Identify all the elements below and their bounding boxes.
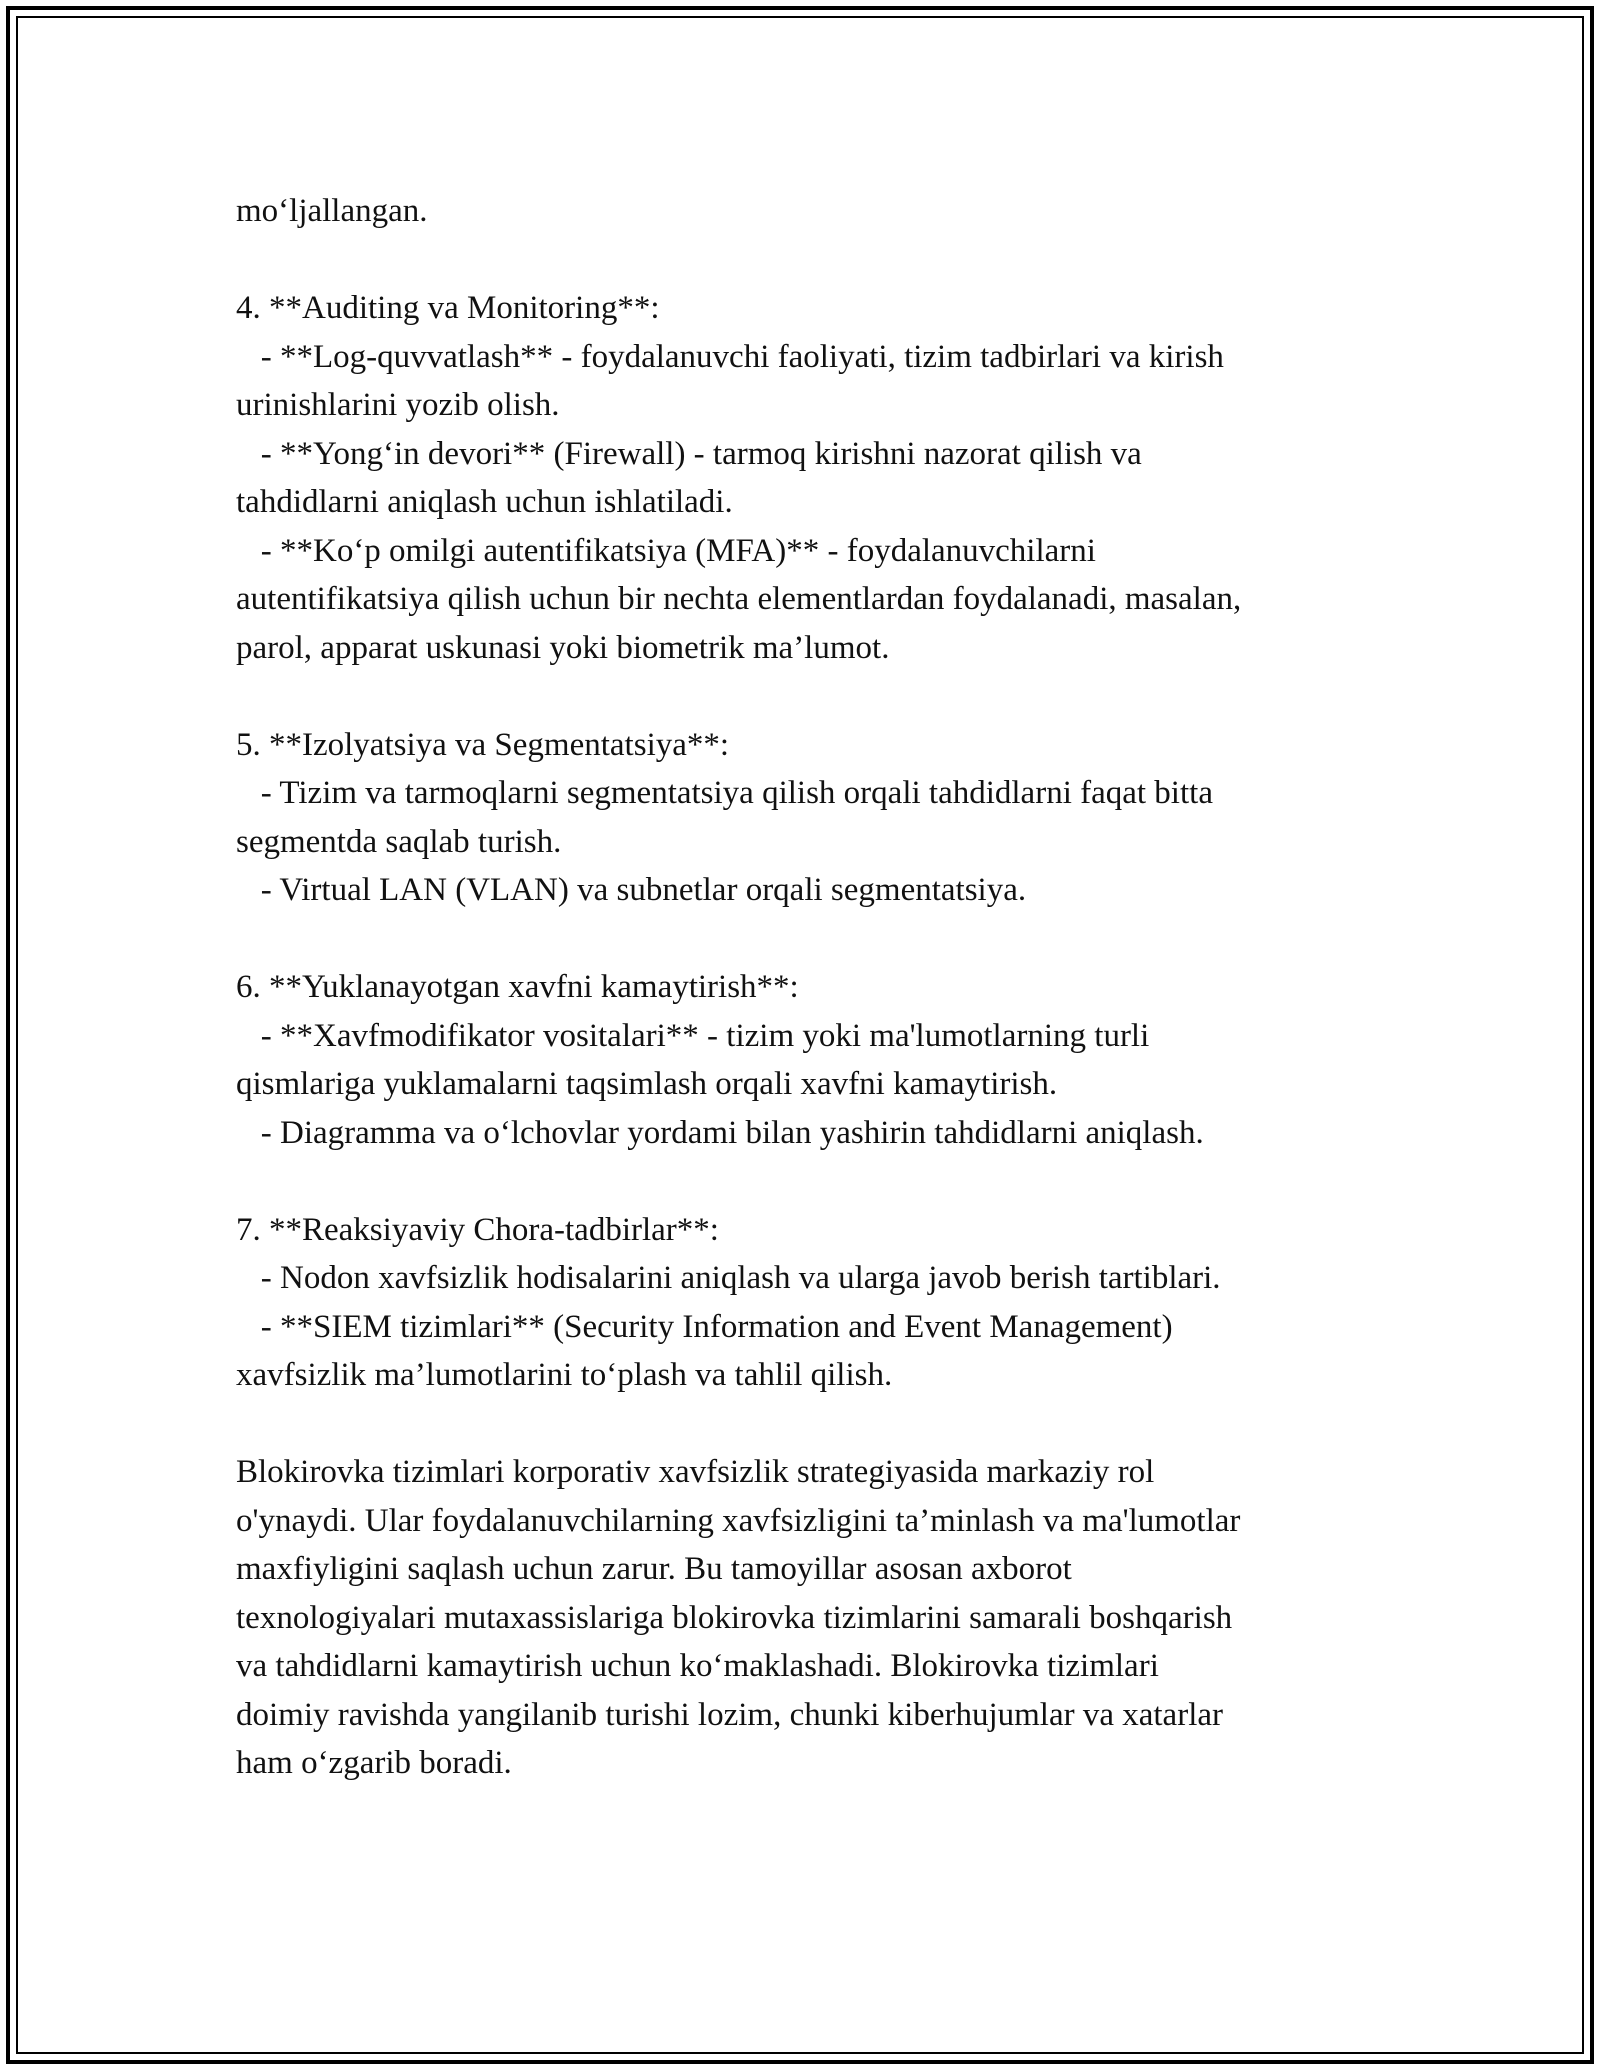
section-heading-7: 7. **Reaksiyaviy Chora-tadbirlar**: [236,1211,719,1248]
text-line: xavfsizlik ma’lumotlarini to‘plash va tahlil qilish. [236,1357,893,1393]
text-line: segmentda saqlab turish. [236,823,562,860]
section-heading-6: 6. **Yuklanayotgan xavfni kamaytirish**: [236,969,799,1005]
blank-line [236,672,1376,721]
text-line: - **Yong‘in devori** (Firewall) - tarmoq kirishni nazorat qilish va [236,435,1142,472]
document-body [236,187,1376,1788]
text-line: - Virtual LAN (VLAN) va subnetlar orqali segmentatsiya. [236,872,1027,908]
text-line: parol, apparat uskunasi yoki biometrik ma’lumot. [236,629,890,666]
text-line: urinishlarini yozib olish. [236,387,560,423]
conclusion-line: texnologiyalari mutaxassislariga blokirovka tizimlarini samarali boshqarish [236,1599,1233,1636]
section-heading-4: 4. **Auditing va Monitoring**: [236,290,660,326]
conclusion-line: maxfiyligini saqlash uchun zarur. Bu tamoyillar asosan axborot [236,1551,1072,1587]
conclusion-line: doimiy ravishda yangilanib turishi lozim, chunki kiberhujumlar va xatarlar [236,1696,1224,1733]
text-line: autentifikatsiya qilish uchun bir nechta elementlardan foydalanadi, masalan, [236,581,1242,617]
text-line: - Diagramma va o‘lchovlar yordami bilan yashirin tahdidlarni aniqlash. [236,1114,1204,1151]
text-line: - **Ko‘p omilgi autentifikatsiya (MFA)** - foydalanuvchilarni [236,532,1096,569]
blank-line [236,236,1376,285]
text-line: qismlariga yuklamalarni taqsimlash orqali xavfni kamaytirish. [236,1066,1058,1102]
text-line: - Nodon xavfsizlik hodisalarini aniqlash va ularga javob berish tartiblari. [236,1260,1221,1296]
text-line: - **Xavfmodifikator vositalari** - tizim yoki ma'lumotlarning turli [236,1017,1150,1054]
conclusion-line: va tahdidlarni kamaytirish uchun ko‘maklashadi. Blokirovka tizimlari [236,1648,1159,1684]
text-line: - **SIEM tizimlari** (Security Information and Event Management) [236,1308,1173,1345]
text-line: - **Log-quvvatlash** - foydalanuvchi faoliyati, tizim tadbirlari va kirish [236,338,1224,375]
section-heading-5: 5. **Izolyatsiya va Segmentatsiya**: [236,726,730,763]
text-line: - Tizim va tarmoqlarni segmentatsiya qilish orqali tahdidlarni faqat bitta [236,775,1213,811]
conclusion-line: ham o‘zgarib boradi. [236,1745,512,1781]
text-line: tahdidlarni aniqlash uchun ishlatiladi. [236,484,733,520]
blank-line [236,1157,1376,1206]
blank-line [236,915,1376,964]
conclusion-line: o'ynaydi. Ular foydalanuvchilarning xavfsizligini ta’minlash va ma'lumotlar [236,1502,1241,1539]
text-line: mo‘ljallangan. [236,193,428,229]
conclusion-line: Blokirovka tizimlari korporativ xavfsizlik strategiyasida markaziy rol [236,1454,1155,1490]
blank-line [236,1400,1376,1449]
